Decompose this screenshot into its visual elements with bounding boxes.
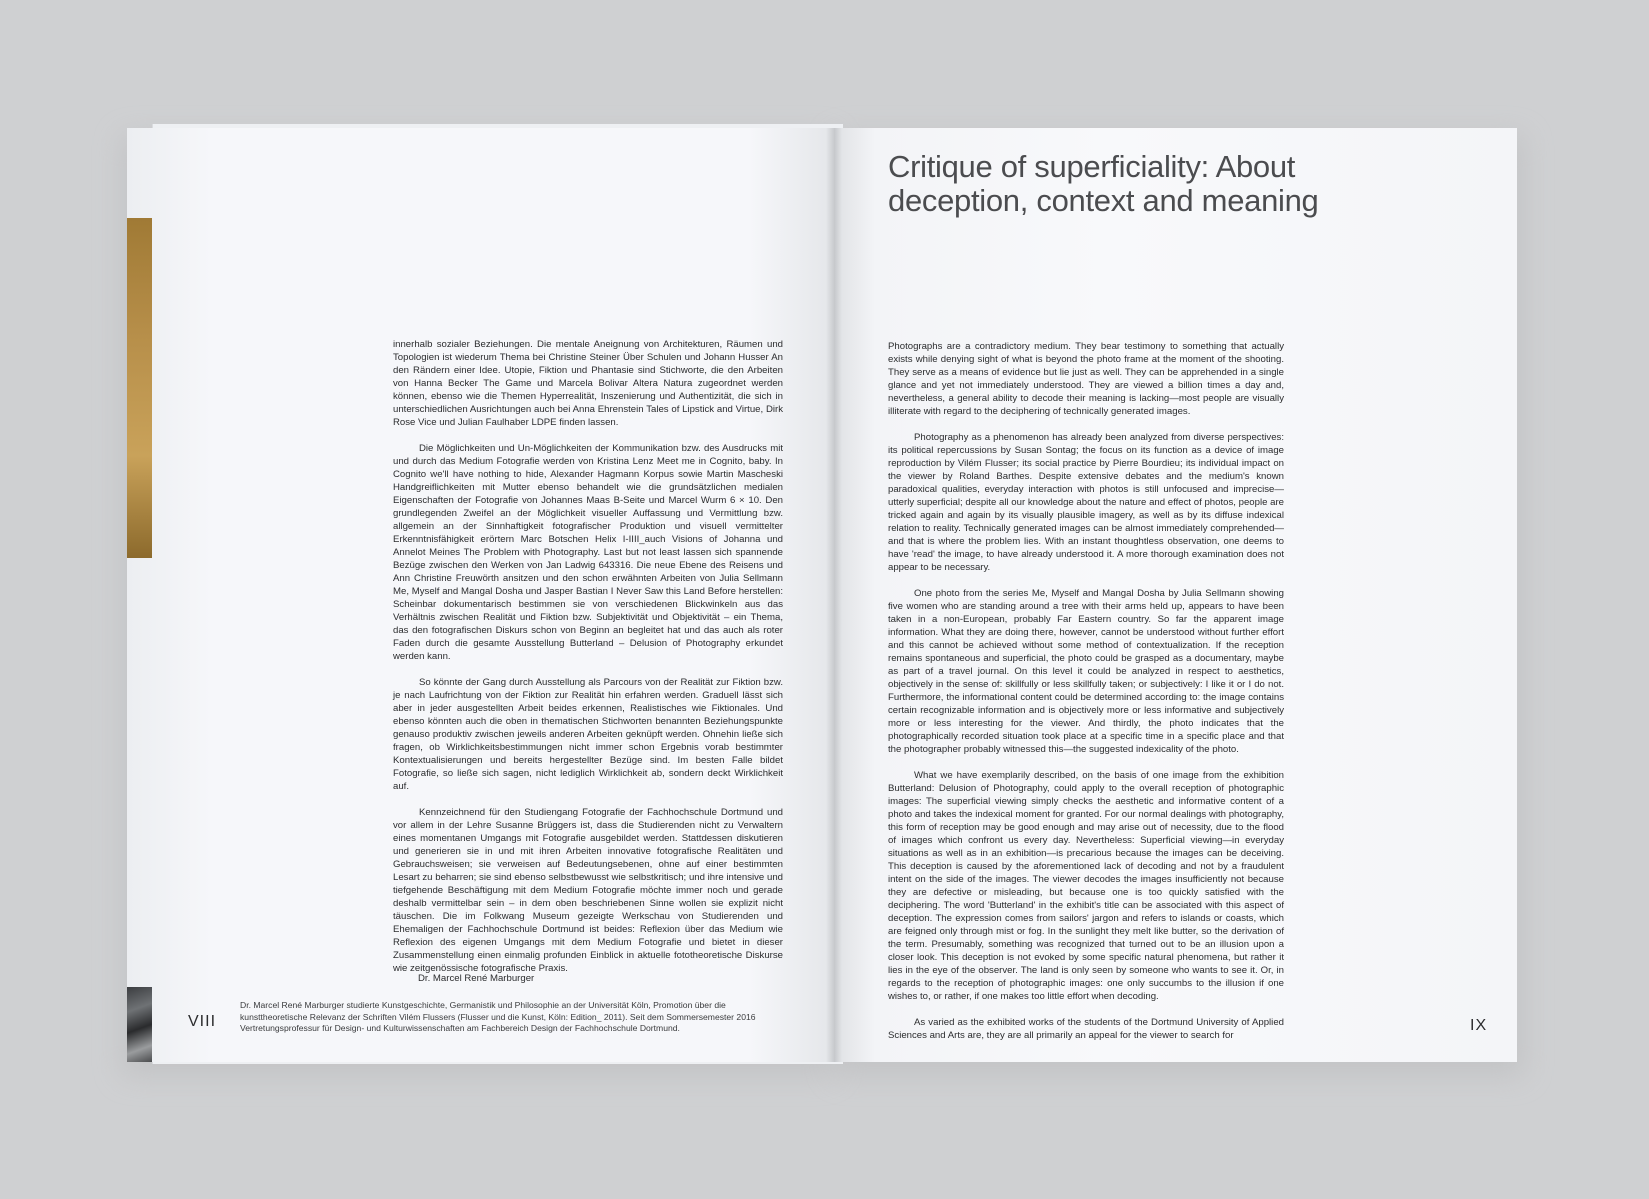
right-paragraph-1: Photographs are a contradictory medium. They bear testimony to something that actually exists while denying sight of what is beyond the photo frame at the moment of the shooting. They serve as a means of evidence but lie just as well. They can be apprehended in a single glance and yet not immediately understood. They are viewed a billion times a day and, nevertheless, a general ability to decode their meaning is lacking—most people are visually illiterate with regard to the deciphering of technically generated images.	[888, 341, 1284, 417]
page-number-left: VIII	[188, 1013, 217, 1030]
left-paragraph-1: innerhalb sozialer Beziehungen. Die mentale Aneignung von Architekturen, Räumen und Topologien ist wiederum Thema bei Christine Steiner Über Schulen und Johann Husser An den Rändern einer Idee. Utopie, Fiktion und Phantasie sind Stichworte, die den Arbeiten von Hanna Becker The Game und Marcela Bolivar Altera Natura zugeordnet werden können, ebenso wie die Themen Hyperrealität, Inszenierung und Authentizität, die sich in unterschiedlichen Ausrichtungen auch bei Anna Ehrenstein Tales of Lipstick and Virtue, Dirk Rose Vice und Julian Faulhaber LDPE finden lassen.	[393, 339, 783, 428]
book-gutter	[826, 128, 842, 1062]
left-paragraph-4: Kennzeichnend für den Studiengang Fotografie der Fachhochschule Dortmund und vor allem in der Lehre Susanne Brüggers ist, dass die Studierenden nicht zu Verwaltern eines momentanen Umgangs mit Fotografie ausgebildet werden. Stattdessen diskutieren und generieren sie in und mit ihren Arbeiten innovative fotografische Realitäten und Gebrauchsweisen; sie verweisen auf Bedeutungsebenen, ohne auf einer bestimmten Lesart zu beharren; sie sind ebenso selbstbewusst wie selbstkritisch; und ihre intensive und tiefgehende Beschäftigung mit dem Medium Fotografie möchte immer noch und gerade deshalb vermittelbar sein – in dem oben beschriebenen Sinne wollen sie explizit nicht täuschen. Die im Folkwang Museum gezeigte Werkschau von Studierenden und Ehemaligen der Fachhochschule Dortmund ist beides: Reflexion über das Medium wie Reflexion des eigenen Umgangs mit dem Medium Fotografie und bietet in dieser Zusammenstellung einen einmalig profunden Einblick in aktuelle fototheoretische Diskurse wie zeitgenössische fotografische Praxis.	[393, 807, 783, 974]
right-text-column	[888, 340, 1284, 1055]
article-heading: Critique of superficiality: About deception, context and meaning	[888, 149, 1319, 218]
right-paragraph-3: One photo from the series Me, Myself and Mangal Dosha by Julia Sellmann showing five women who are standing around a tree with their arms held up, appears to have been taken in a non-European, probably Far Eastern country. So far the apparent image information. What they are doing there, however, cannot be understood without further effort and this cannot be achieved without some method of contextualization. If the reception remains spontaneous and superficial, the photo could be grasped as a documentary, maybe as part of a travel journal. On this level it could be analyzed in respect to aesthetics, objectively in the sense of: skillfully or less skillfully taken; or subjectively: I like it or I do not. Furthermore, the informational content could be determined according to: the image contains certain recognizable information and is objectively more or less informative and subjectively more or less interesting for the viewer. And thirdly, the photo indicates that the photographically recorded situation took place at a specific time in a specific place and that the photographer probably witnessed this—the suggested indexicality of the photo.	[888, 588, 1284, 755]
left-paragraph-2: Die Möglichkeiten und Un-Möglichkeiten der Kommunikation bzw. des Ausdrucks mit und durch das Medium Fotografie werden von Kristina Lenz Meet me in Cognito, baby. In Cognito we'll have nothing to hide, Alexander Hagmann Korpus sowie Martin Mascheski Handgreiflichkeiten mit Mutter ebenso behandelt wie die grundsätzlichen medialen Eigenschaften der Fotografie von Johannes Maas B-Seite und Marcel Wurm 6 × 10. Den grundlegenden Zweifel an der Möglichkeit visueller Auffassung und Vermittlung bzw. allgemein an der Sinnhaftigkeit fotografischer Produktion und visuell vermittelter Erkenntnisfähigkeit erörtern Marc Botschen Helix I-IIII_auch Visions of Johanna und Annelot Meines The Problem with Photography. Last but not least lassen sich spannende Bezüge zwischen den Werken von Jan Ladwig 643316. Die neue Ebene des Reisens und Ann Christine Freuwörth ansitzen und den schon erwähnten Arbeiten von Julia Sellmann Me, Myself and Mangal Dosha und Jasper Bastian I Never Saw this Land Before herstellen: Scheinbar dokumentarisch bestimmen sie von verschiedenen Blickwinkeln aus das Verhältnis zwischen Realität und Fiktion bzw. Subjektivität und Objektivität – ein Thema, das den fotografischen Diskurs schon von Beginn an begleitet hat und das auch als roter Faden durch die gesamte Ausstellung Butterland – Delusion of Photography erkundet werden kann.	[393, 443, 783, 662]
author-signature: Dr. Marcel René Marburger	[418, 973, 535, 984]
right-paragraph-2: Photography as a phenomenon has already been analyzed from diverse perspectives: its political repercussions by Susan Sontag; the focus on its function as a device of image reproduction by Vilém Flusser; its social practice by Pierre Bourdieu; its individual impact on the viewer by Roland Barthes. Despite extensive debates and the medium's known paradoxical qualities, everyday interaction with photos is still unfocused and imprecise—utterly superficial; despite all our knowledge about the nature and effect of photos, people are tricked again and again by its visually plausible imagery, as well as by its diffuse indexical relation to reality. Technically generated images can be almost immediately comprehended—and that is where the problem lies. With an instant thoughtless observation, one deems to have 'read' the image, to have already understood it. A more thorough examination does not appear to be necessary.	[888, 432, 1284, 573]
author-bio-footnote: Dr. Marcel René Marburger studierte Kunstgeschichte, Germanistik und Philosophie an der Universität Köln, Promotion über die kunsttheoretische Relevanz der Schriften Vilém Flussers (Flusser und die Kunst, Köln: Edition_ 2011). Seit dem Sommersemester 2016 Vertretungsprofessur für Design- und Kulturwissenschaften am Fachbereich Design der Fachhochschule Dortmund.	[240, 1000, 756, 1033]
photo-image-strip	[127, 987, 152, 1062]
left-text-column	[393, 338, 783, 988]
page-number-right: IX	[1470, 1017, 1488, 1034]
gold-image-strip	[127, 218, 152, 558]
right-paragraph-4: What we have exemplarily described, on the basis of one image from the exhibition Butterland: Delusion of Photography, could apply to the overall reception of photographic images: The superficial viewing simply checks the aesthetic and informative content of a photo and takes the indexical moment for granted. For our normal dealings with photography, this form of reception may be good enough and may arise out of necessity, due to the flood of images which confront us every day. Nevertheless: Superficial viewing—in everyday situations as well as in an exhibition—is precarious because the images can be deceiving. This deception is caused by the aforementioned lack of decoding and not by a fraudulent intent on the side of the images. The viewer decodes the images insufficiently not because they are defective or misleading, but because one is too quickly satisfied with the deciphering. The word 'Butterland' in the exhibit's title can be associated with this aspect of deception. The expression comes from sailors' jargon and refers to islands or coasts, which are feigned only through mist or fog. In the sunlight they melt like butter, so the derivation of the term. Presumably, something was recognized that turned out to be an illusion upon a closer look. This deception is not evoked by some specific natural phenomena, but rather it lies in the eye of the observer. The land is only seen by someone who wants to see it. Or, in regards to the reception of photographic images: one only succumbs to the illusion if one wishes to, or rather, if one makes too little effort when decoding.	[888, 770, 1284, 1002]
right-paragraph-5: As varied as the exhibited works of the students of the Dortmund University of Applied Sciences and Arts are, they are all primarily an appeal for the viewer to search for	[888, 1017, 1284, 1041]
left-paragraph-3: So könnte der Gang durch Ausstellung als Parcours von der Realität zur Fiktion bzw. je nach Laufrichtung von der Fiktion zur Realität hin erfahren werden. Graduell lässt sich aber in jeder ausgestellten Arbeit beides erkennen, Realistisches wie Fiktionales. Und ebenso könnten auch die oben in thematischen Stichworten benannten Beziehungspunkte genauso produktiv zwischen jeweils anderen Arbeiten geknüpft werden. Ohnehin ließe sich fragen, ob Wirklichkeitsbestimmungen nicht immer schon Ergebnis vorab bestimmter Kontextualisierungen und bereits hergestellter Bezüge sind. Im besten Falle bildet Fotografie, so ließe sich sagen, nicht lediglich Wirklichkeit ab, sondern deckt Wirklichkeit auf.	[393, 677, 783, 792]
